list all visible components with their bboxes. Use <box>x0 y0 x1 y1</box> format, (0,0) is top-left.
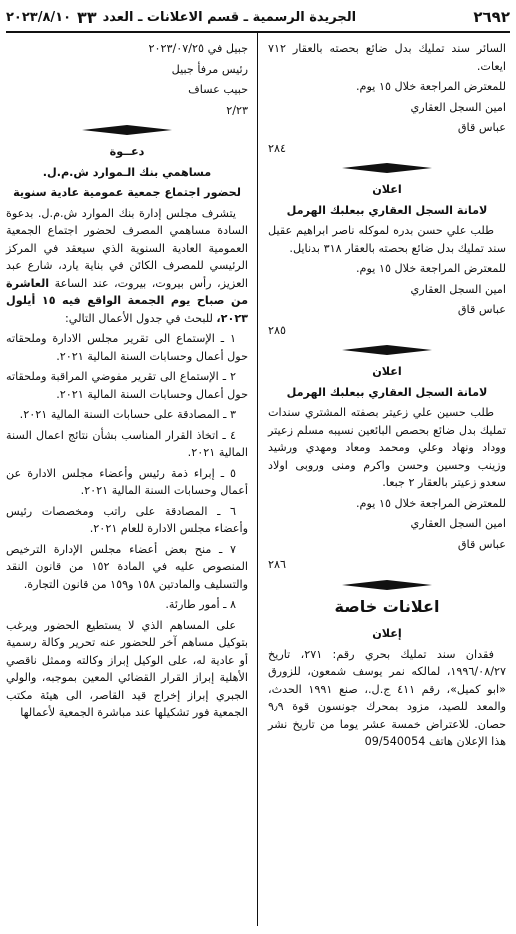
right-column <box>268 40 506 754</box>
notice-number: ٢٨٦ <box>268 558 287 571</box>
gazette-title: الجريدة الرسمية ـ قسم الاعلانات ـ العدد <box>102 9 357 25</box>
ornament-divider <box>268 580 506 590</box>
notice-text: طلب حسين علي زعيتر بصفته المشتري سندات تمليك بدل ضائع بحصص البائعين نسيبه مسلم زعيتر ووداد ونهاد وعلي ومحمد ومعاد ومهدي ورشيد وزينب وحسين وحسن واكرم ومنى وروبى اولاد سعدو زعيتر بالعقار ٢ جبعا. <box>268 406 506 489</box>
signer-date: جبيل في ٢٠٢٣/٠٧/٢٥ <box>148 42 248 55</box>
notice-heading: اعلان <box>372 365 402 378</box>
issue-number: ٣٣ <box>77 7 97 27</box>
signer-title: امين السجل العقاري <box>410 100 506 114</box>
review-text: للمعترض المراجعة خلال ١٥ يوم. <box>356 262 506 275</box>
notice-number: ٢/٢٣ <box>226 103 248 117</box>
agenda-item: ٨ ـ أمور طارئة. <box>165 598 236 611</box>
closing-text: على المساهم الذي لا يستطيع الحضور ويرغب بتوكيل مساهم آخر للحضور عنه تحرير وكالة رسمية أو عادية له، على الوكيل إبراز وكالته وممثل ناقصي الأهلية إبراز القرار القضائي المعين بموجبه، والولي الجبري إبراز إخراج قيد القاصر، الى هيئة مكتب الجمعية فور تشكيلها عند مباشرة الجمعية لأعمالها <box>6 618 248 719</box>
header-rule <box>6 31 510 33</box>
signer-title: امين السجل العقاري <box>410 282 506 296</box>
review-text: للمعترض المراجعة خلال ١٥ يوم. <box>356 496 506 510</box>
notice-number: ٢٨٤ <box>268 141 287 155</box>
signer-name: عباس قاق <box>457 303 506 316</box>
invitation-body-bold: العاشرة من صباح يوم الجمعة الواقع فيه ١٥ أيلول ٢٠٢٣، <box>6 276 248 325</box>
signer-title: رئيس مرفأ جبيل <box>171 62 248 76</box>
notice-subheading: لامانة السجل العقاري ببعلبك الهرمل <box>286 203 488 217</box>
agenda-item: ٧ ـ منح بعض أعضاء مجلس الإدارة الترخيص المنصوص عليه في المادة ١٥٢ من قانون النقد والتسليف والمادتين ١٥٨ و١٥٩ من قانون التجارة. <box>6 542 248 591</box>
ornament-divider <box>6 125 248 135</box>
invitation-heading: دعــوة <box>109 145 145 158</box>
signer-title: امين السجل العقاري <box>410 517 506 530</box>
invitation-title: لحضور اجتماع جمعية عمومية عادية سنوية <box>13 186 241 199</box>
review-text: للمعترض المراجعة خلال ١٥ يوم. <box>356 80 506 93</box>
page-number: ٢٦٩٢ <box>473 8 510 26</box>
agenda-item: ٤ ـ اتخاذ القرار المناسب بشأن نتائج اعمال السنة المالية ٢٠٢١. <box>6 428 248 459</box>
notice-text: السائر سند تمليك بدل ضائع بحصته بالعقار ٧١٢ ايعات. <box>268 42 506 73</box>
section-title: اعلانات خاصة <box>334 596 440 616</box>
notice-text: طلب علي حسن بدره لموكله ناصر ابراهيم عقيل سند تمليك بدل ضائع بحصته بالعقار ٣١٨ بدنايل. <box>268 224 506 255</box>
agenda-item: ٥ ـ إبراء ذمة رئيس وأعضاء مجلس الادارة عن أعمال وحسابات السنة المالية ٢٠٢١. <box>6 466 248 497</box>
notice-number: ٢٨٥ <box>268 323 287 337</box>
invitation-subheading: مساهمي بنك الـموارد ش.م.ل. <box>42 165 212 179</box>
signer-name: حبيب عساف <box>188 83 248 96</box>
invitation-body <box>6 205 248 328</box>
signer-name: عباس قاق <box>457 121 506 134</box>
issue-date: ٢٠٢٣/٨/١٠ <box>6 9 72 25</box>
ornament-divider <box>268 163 506 173</box>
notice-heading: اعلان <box>372 183 402 196</box>
agenda-item: ٣ ـ المصادقة على حسابات السنة المالية ٢٠٢١. <box>19 408 236 421</box>
column-divider <box>257 33 258 926</box>
notice-text: فقدان سند تمليك بحري رقم: ٢٧١، تاريخ ١٩٩٦/٠٨/٢٧، لمالكه نمر يوسف شمعون، للزورق «ابو كميل»، رقم ٤١١ ج.ل.، صنع ١٩٩١ الحدث، والمعد للصيد، مزود بمحرك جونسون قوة ٩٫٩ حصان. للاعتراض خمسة عشر يوما من تاريخ نشر هذا الإعلان هاتف 09/540054 <box>268 647 506 748</box>
notice-heading: إعلان <box>372 627 402 640</box>
invitation-body-end: للبحث في جدول الأعمال التالي: <box>64 311 213 325</box>
agenda-item: ٢ ـ الإستماع الى تقرير مفوضي المراقبة وملحقاته حول أعمال وحسابات السنة المالية ٢٠٢١. <box>6 370 248 401</box>
notice-subheading: لامانة السجل العقاري ببعلبك الهرمل <box>286 385 488 399</box>
ornament-divider <box>268 345 506 355</box>
signer-name: عباس قاق <box>457 537 506 551</box>
agenda-item: ٦ ـ المصادقة على راتب ومخصصات رئيس وأعضاء مجلس الادارة للعام ٢٠٢١. <box>6 504 248 535</box>
agenda-item: ١ ـ الإستماع الى تقرير مجلس الادارة وملحقاته حول أعمال وحسابات السنة المالية ٢٠٢١. <box>6 332 248 363</box>
header-center <box>6 8 356 27</box>
left-column <box>6 40 248 725</box>
invitation-body-text: يتشرف مجلس إدارة بنك الموارد ش.م.ل. بدعوة السادة مساهمي المصرف لحضور اجتماع الجمعية العمومية العادية السنوية الذي سيعقد في المركز الرئيسي للمصرف الكائن في بناية يارد، شارع عبد العزيز، رأس بيروت، بيروت، عند الساعة <box>6 206 248 290</box>
page-header <box>6 6 510 28</box>
